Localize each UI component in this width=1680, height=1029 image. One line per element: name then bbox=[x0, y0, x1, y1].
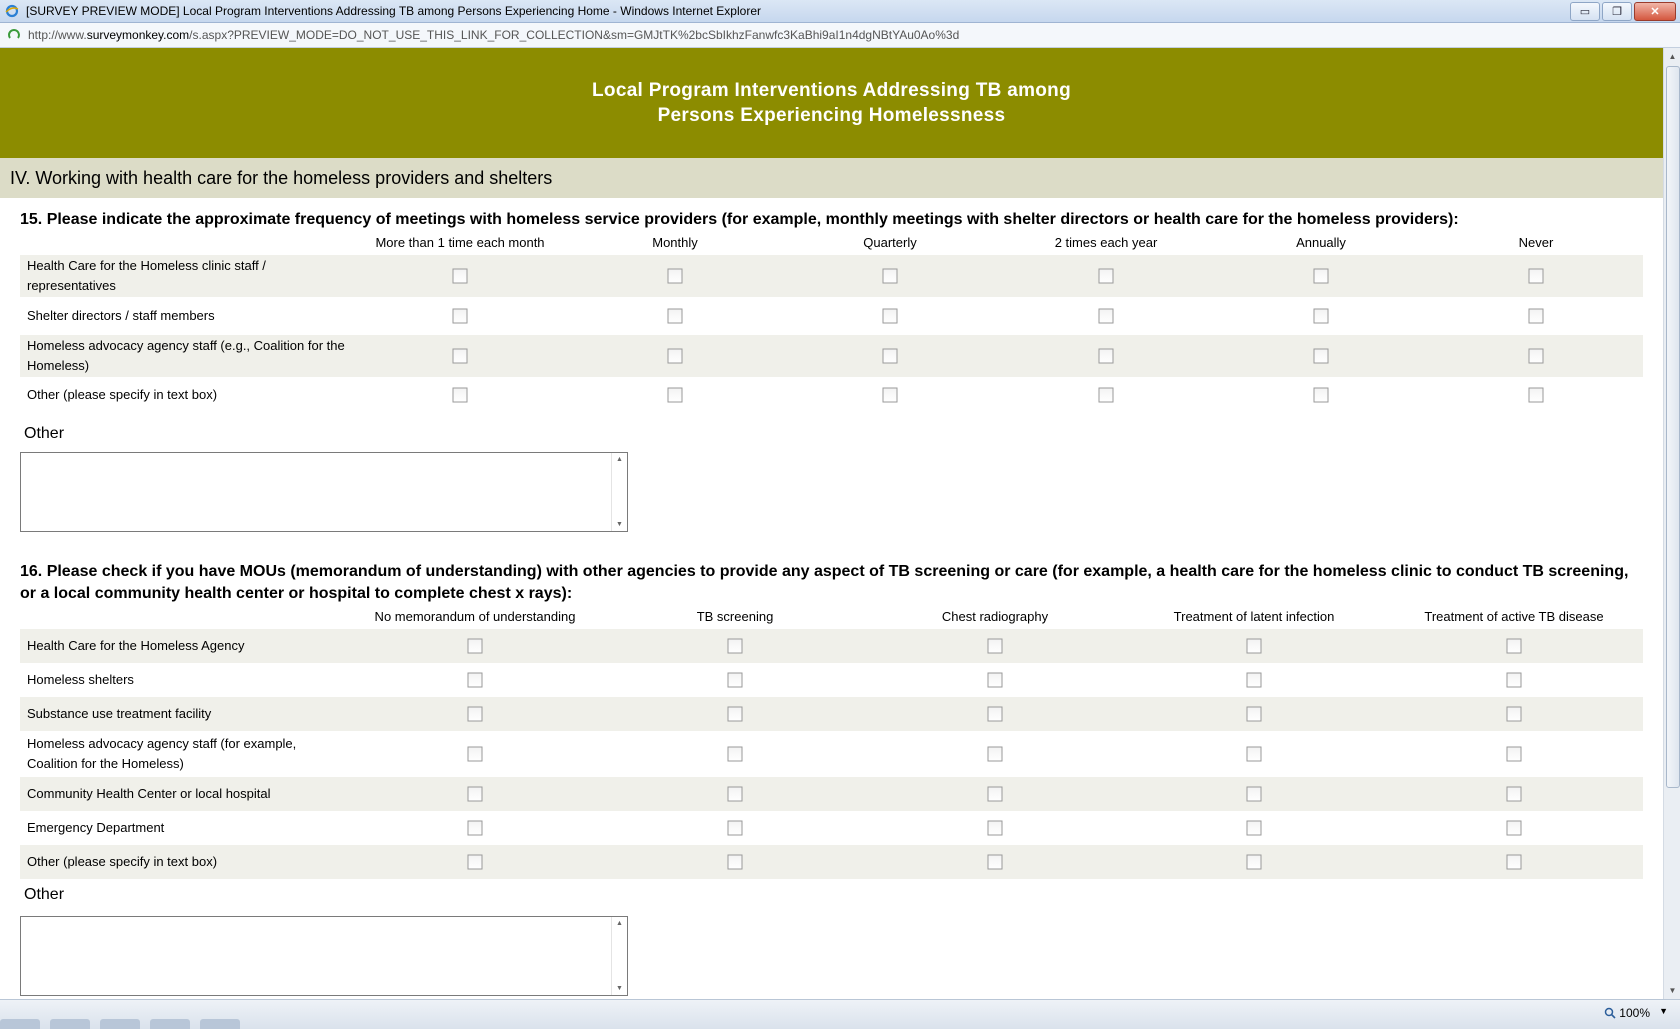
checkbox[interactable] bbox=[1247, 855, 1262, 870]
question-16-other-textbox[interactable] bbox=[20, 916, 628, 996]
checkbox[interactable] bbox=[468, 821, 483, 836]
column-header: 2 times each year bbox=[1054, 235, 1158, 250]
checkbox[interactable] bbox=[988, 787, 1003, 802]
internet-explorer-icon bbox=[4, 3, 20, 19]
matrix-row bbox=[20, 811, 1643, 845]
page-loading-icon bbox=[6, 27, 22, 43]
window-controls bbox=[1570, 2, 1676, 21]
column-header: Treatment of active TB disease bbox=[1424, 609, 1604, 624]
column-header: TB screening bbox=[696, 609, 774, 624]
checkbox[interactable] bbox=[1314, 349, 1329, 364]
restore-button[interactable]: ❐ bbox=[1602, 2, 1632, 21]
column-header: Monthly bbox=[652, 235, 698, 250]
checkbox[interactable] bbox=[1247, 673, 1262, 688]
question-15-other-textbox[interactable] bbox=[20, 452, 628, 532]
checkbox[interactable] bbox=[1529, 269, 1544, 284]
checkbox[interactable] bbox=[1529, 388, 1544, 403]
address-bar[interactable] bbox=[0, 23, 1680, 48]
checkbox[interactable] bbox=[1314, 309, 1329, 324]
matrix-row bbox=[20, 255, 1643, 297]
column-header: No memorandum of understanding bbox=[374, 609, 576, 624]
column-header: More than 1 time each month bbox=[375, 235, 545, 250]
page-scrollbar[interactable] bbox=[1663, 48, 1680, 999]
question-15-other-label: Other bbox=[24, 425, 65, 442]
checkbox[interactable] bbox=[468, 707, 483, 722]
checkbox[interactable] bbox=[668, 388, 683, 403]
column-header: Annually bbox=[1296, 235, 1346, 250]
row-label: Homeless advocacy agency staff (for example, Coalition for the Homeless) bbox=[27, 736, 297, 771]
checkbox[interactable] bbox=[1099, 269, 1114, 284]
checkbox[interactable] bbox=[883, 269, 898, 284]
question-15-title: 15. Please indicate the approximate frequency of meetings with homeless service providers (for example, monthly meetings with shelter directors or health care for the homeless providers): bbox=[20, 211, 1459, 228]
row-label: Health Care for the Homeless Agency bbox=[27, 638, 245, 653]
checkbox[interactable] bbox=[1247, 787, 1262, 802]
checkbox[interactable] bbox=[468, 747, 483, 762]
close-button[interactable]: ✕ bbox=[1634, 2, 1676, 21]
row-label: Substance use treatment facility bbox=[27, 706, 212, 721]
checkbox[interactable] bbox=[728, 855, 743, 870]
checkbox[interactable] bbox=[1507, 821, 1522, 836]
survey-title-line-1: Local Program Interventions Addressing TB among bbox=[592, 80, 1071, 101]
matrix-row bbox=[20, 297, 1643, 335]
checkbox[interactable] bbox=[1247, 821, 1262, 836]
matrix-row bbox=[20, 697, 1643, 731]
checkbox[interactable] bbox=[1099, 309, 1114, 324]
checkbox[interactable] bbox=[988, 855, 1003, 870]
scroll-down-icon[interactable]: ▼ bbox=[616, 985, 623, 992]
q16-column-headers bbox=[20, 609, 1643, 629]
question-16-title: 16. Please check if you have MOUs (memorandum of understanding) with other agencies to provide any aspect of TB screening or care (for example, a health care for the homeless clinic to conduct TB screening, or a local community health center or hospital to complete chest x rays): bbox=[20, 563, 1629, 602]
checkbox[interactable] bbox=[1247, 747, 1262, 762]
scroll-down-arrow-icon[interactable]: ▼ bbox=[1668, 986, 1677, 995]
checkbox[interactable] bbox=[883, 309, 898, 324]
checkbox[interactable] bbox=[728, 821, 743, 836]
zoom-control[interactable] bbox=[1604, 1006, 1650, 1020]
checkbox[interactable] bbox=[1529, 349, 1544, 364]
column-header: Treatment of latent infection bbox=[1173, 609, 1335, 624]
zoom-level: 100% bbox=[1619, 1006, 1650, 1020]
row-label: Homeless advocacy agency staff (e.g., Coalition for the Homeless) bbox=[27, 338, 345, 373]
scroll-up-arrow-icon[interactable]: ▲ bbox=[1668, 52, 1677, 61]
row-label: Health Care for the Homeless clinic staff / representatives bbox=[27, 258, 266, 293]
question-16-other-label: Other bbox=[24, 886, 65, 903]
column-header: Chest radiography bbox=[941, 609, 1049, 624]
row-label: Emergency Department bbox=[27, 820, 165, 835]
checkbox[interactable] bbox=[1529, 309, 1544, 324]
row-label: Community Health Center or local hospital bbox=[27, 786, 271, 801]
chevron-down-icon[interactable]: ▼ bbox=[1659, 1006, 1668, 1016]
checkbox[interactable] bbox=[1314, 269, 1329, 284]
checkbox[interactable] bbox=[1507, 673, 1522, 688]
checkbox[interactable] bbox=[728, 787, 743, 802]
checkbox[interactable] bbox=[468, 855, 483, 870]
page-viewport bbox=[0, 48, 1663, 999]
checkbox[interactable] bbox=[1247, 707, 1262, 722]
section-heading: IV. Working with health care for the homeless providers and shelters bbox=[0, 158, 1663, 198]
checkbox[interactable] bbox=[728, 639, 743, 654]
scrollbar-thumb[interactable] bbox=[1666, 66, 1680, 788]
checkbox[interactable] bbox=[988, 747, 1003, 762]
column-header: Never bbox=[1518, 235, 1554, 250]
survey-title-line-2: Persons Experiencing Homelessness bbox=[657, 105, 1006, 126]
checkbox[interactable] bbox=[1247, 639, 1262, 654]
matrix-row bbox=[20, 663, 1643, 697]
checkbox[interactable] bbox=[728, 707, 743, 722]
survey-header-banner bbox=[0, 48, 1663, 158]
checkbox[interactable] bbox=[988, 639, 1003, 654]
window-title: [SURVEY PREVIEW MODE] Local Program Interventions Addressing TB among Persons Experiencing Home - Windows Internet Explorer bbox=[26, 4, 761, 18]
matrix-row bbox=[20, 377, 1643, 413]
checkbox[interactable] bbox=[1314, 388, 1329, 403]
checkbox[interactable] bbox=[453, 309, 468, 324]
row-label: Other (please specify in text box) bbox=[27, 854, 218, 869]
url-text[interactable]: http://www.surveymonkey.com/s.aspx?PREVIEW_MODE=DO_NOT_USE_THIS_LINK_FOR_COLLECTION&sm=GMJtTK%2bcSbIkhzFanwfc3KaBhi9aI1n4dgNBtYAu0Ao%3d bbox=[28, 28, 960, 42]
row-label: Other (please specify in text box) bbox=[27, 387, 218, 402]
checkbox[interactable] bbox=[988, 673, 1003, 688]
checkbox[interactable] bbox=[453, 269, 468, 284]
checkbox[interactable] bbox=[728, 747, 743, 762]
minimize-button[interactable]: ▭ bbox=[1570, 2, 1600, 21]
checkbox[interactable] bbox=[1507, 747, 1522, 762]
row-label: Homeless shelters bbox=[27, 672, 134, 687]
textbox-scrollbar[interactable] bbox=[611, 917, 627, 995]
checkbox[interactable] bbox=[453, 349, 468, 364]
checkbox[interactable] bbox=[728, 673, 743, 688]
textbox-scrollbar[interactable] bbox=[611, 453, 627, 531]
zoom-icon bbox=[1604, 1007, 1616, 1019]
window-titlebar bbox=[0, 0, 1680, 23]
checkbox[interactable] bbox=[668, 309, 683, 324]
checkbox[interactable] bbox=[468, 673, 483, 688]
row-label: Shelter directors / staff members bbox=[27, 308, 215, 323]
scroll-down-icon[interactable]: ▼ bbox=[616, 521, 623, 528]
scroll-up-icon[interactable]: ▲ bbox=[616, 920, 623, 927]
checkbox[interactable] bbox=[668, 269, 683, 284]
q15-column-headers bbox=[20, 235, 1643, 255]
column-header: Quarterly bbox=[863, 235, 917, 250]
status-bar bbox=[0, 999, 1680, 1029]
checkbox[interactable] bbox=[883, 388, 898, 403]
checkbox[interactable] bbox=[1507, 707, 1522, 722]
checkbox[interactable] bbox=[1507, 639, 1522, 654]
matrix-row bbox=[20, 335, 1643, 377]
checkbox[interactable] bbox=[1099, 349, 1114, 364]
scroll-up-icon[interactable]: ▲ bbox=[616, 456, 623, 463]
checkbox[interactable] bbox=[1507, 787, 1522, 802]
checkbox[interactable] bbox=[988, 707, 1003, 722]
checkbox[interactable] bbox=[668, 349, 683, 364]
matrix-row bbox=[20, 629, 1643, 663]
checkbox[interactable] bbox=[988, 821, 1003, 836]
matrix-row bbox=[20, 731, 1643, 777]
matrix-row bbox=[20, 777, 1643, 811]
question-16-grid bbox=[20, 609, 1643, 879]
checkbox[interactable] bbox=[1099, 388, 1114, 403]
checkbox[interactable] bbox=[883, 349, 898, 364]
matrix-row bbox=[20, 845, 1643, 879]
question-15-grid bbox=[20, 235, 1643, 413]
checkbox[interactable] bbox=[453, 388, 468, 403]
checkbox[interactable] bbox=[468, 787, 483, 802]
checkbox[interactable] bbox=[1507, 855, 1522, 870]
checkbox[interactable] bbox=[468, 639, 483, 654]
